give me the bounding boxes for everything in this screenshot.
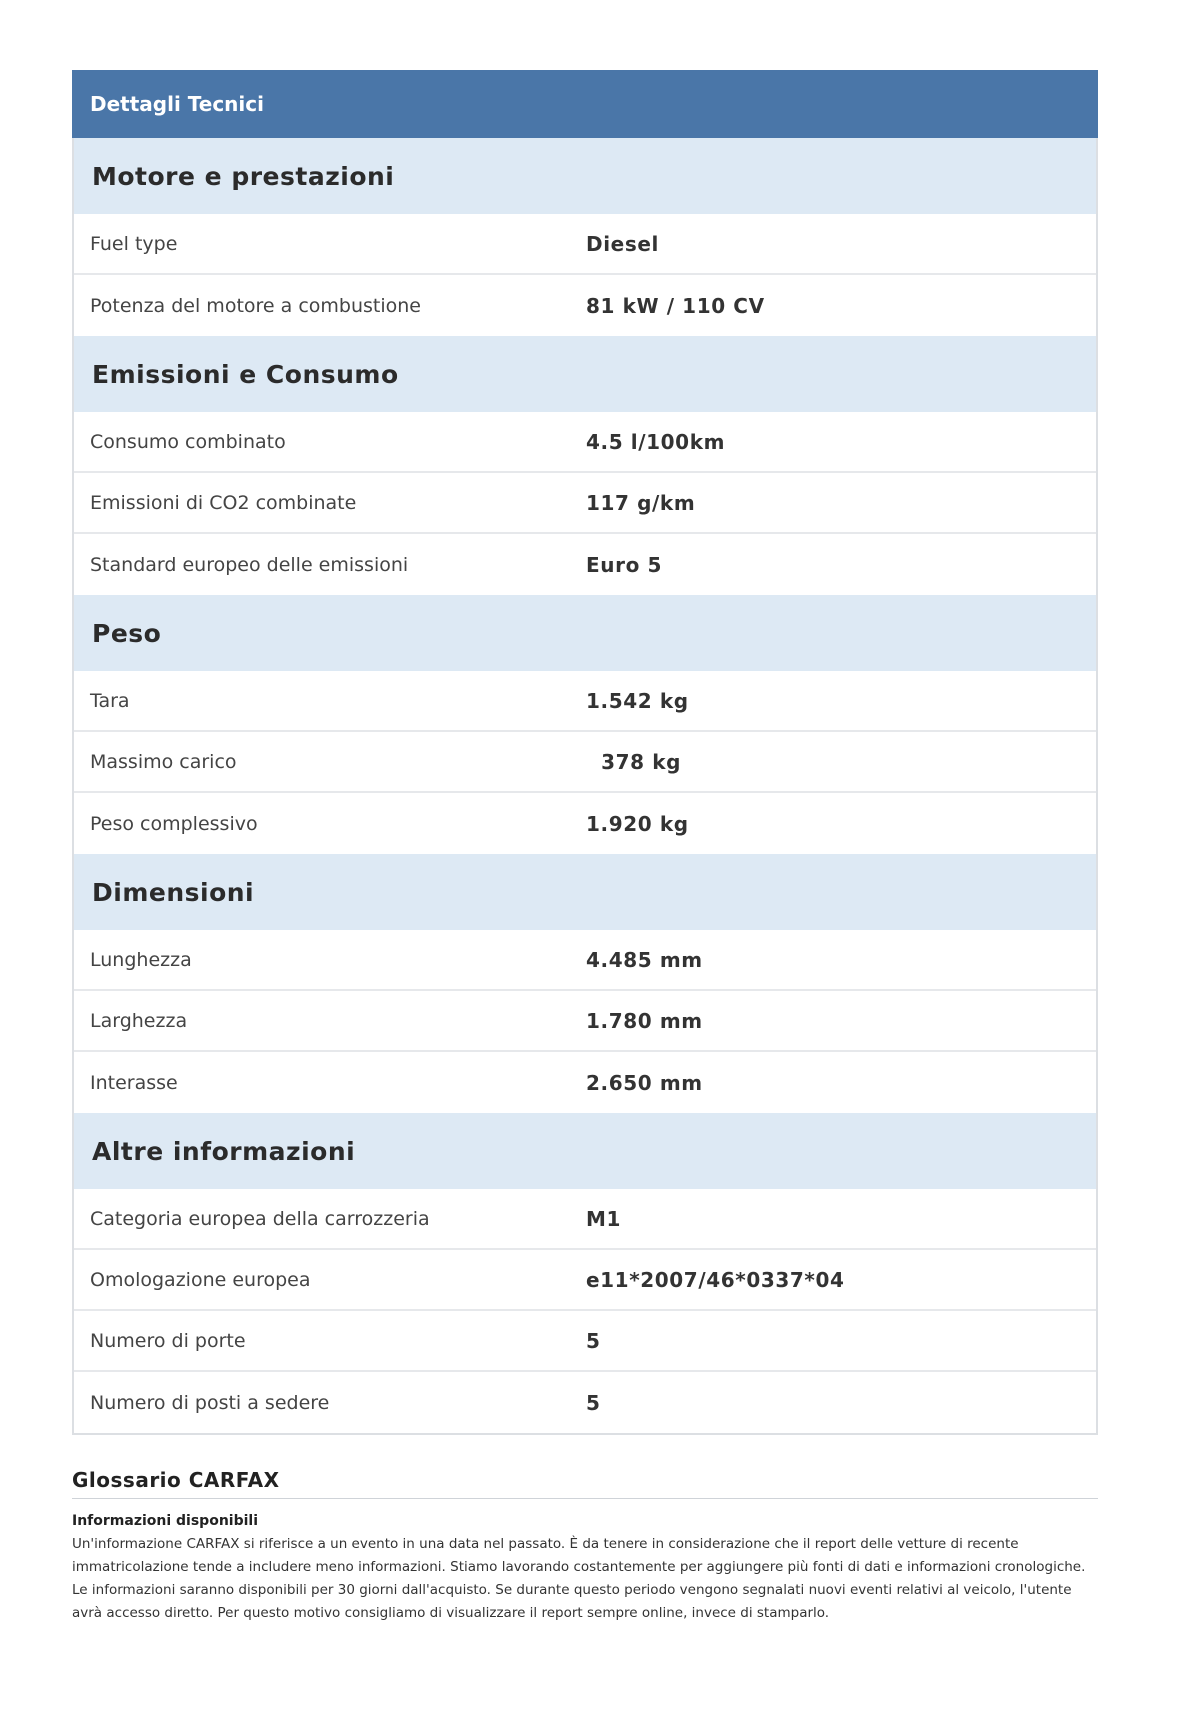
- spec-row: [74, 412, 1096, 473]
- spec-label: Fuel type: [90, 232, 178, 255]
- spec-row: [74, 473, 1096, 534]
- spec-row: [74, 1250, 1096, 1311]
- section-title: Motore e prestazioni: [74, 138, 1096, 214]
- spec-label: Larghezza: [90, 1009, 188, 1032]
- spec-value: 5: [586, 1328, 601, 1353]
- spec-value: 117 g/km: [586, 490, 696, 515]
- spec-label: Standard europeo delle emissioni: [90, 553, 409, 576]
- spec-value: 1.780 mm: [586, 1008, 703, 1033]
- spec-label: Categoria europea della carrozzeria: [90, 1207, 430, 1230]
- glossary-subtitle: Informazioni disponibili: [72, 1513, 259, 1529]
- section-dimensions: [74, 854, 1096, 1113]
- spec-row: [74, 1189, 1096, 1250]
- spec-row: [74, 1311, 1096, 1372]
- spec-row: [74, 214, 1096, 275]
- spec-row: [74, 671, 1096, 732]
- spec-label: Emissioni di CO2 combinate: [90, 491, 357, 514]
- spec-value: e11*2007/46*0337*04: [586, 1267, 845, 1292]
- glossary-text: Un'informazione CARFAX si riferisce a un evento in una data nel passato. È da tenere in considerazione che il report delle vetture di recente immatricolazione tende a includere meno informazioni. Stiamo lavorando costantemente per aggiungere più fonti di dati e informazioni cronologiche. Le informazioni saranno disponibili per 30 giorni dall'acquisto. Se durante questo periodo vengono segnalati nuovi eventi relativi al veicolo, l'utente avrà accesso diretto. Per questo motivo consigliamo di visualizzare il report sempre online, invece di stamparlo.: [72, 1536, 1086, 1621]
- spec-value: 4.485 mm: [586, 947, 703, 972]
- spec-value: M1: [586, 1206, 622, 1231]
- spec-label: Massimo carico: [90, 750, 237, 773]
- spec-value: Diesel: [586, 231, 659, 256]
- spec-value: 5: [586, 1390, 601, 1415]
- spec-label: Numero di posti a sedere: [90, 1391, 330, 1414]
- spec-label: Interasse: [90, 1071, 178, 1094]
- spec-label: Tara: [90, 689, 130, 712]
- section-other-info: [74, 1113, 1096, 1433]
- section-weight: [74, 595, 1096, 854]
- spec-label: Omologazione europea: [90, 1268, 311, 1291]
- section-title: Dimensioni: [74, 854, 1096, 930]
- spec-label: Lunghezza: [90, 948, 192, 971]
- section-emissions: [74, 336, 1096, 595]
- spec-row: [74, 793, 1096, 854]
- spec-row: [74, 1052, 1096, 1113]
- spec-value: 4.5 l/100km: [586, 429, 726, 454]
- glossary: [72, 1468, 1098, 1625]
- spec-value: Euro 5: [586, 552, 662, 577]
- spec-label: Peso complessivo: [90, 812, 258, 835]
- section-title: Emissioni e Consumo: [74, 336, 1096, 412]
- spec-value: 2.650 mm: [586, 1070, 703, 1095]
- spec-label: Consumo combinato: [90, 430, 286, 453]
- glossary-title: Glossario CARFAX: [72, 1468, 1098, 1499]
- spec-value: 378 kg: [586, 749, 682, 774]
- spec-row: [74, 732, 1096, 793]
- spec-row: [74, 534, 1096, 595]
- section-engine: [74, 138, 1096, 336]
- spec-value: 1.542 kg: [586, 688, 689, 713]
- spec-label: Potenza del motore a combustione: [90, 294, 421, 317]
- technical-details-panel: [72, 70, 1098, 1435]
- section-title: Altre informazioni: [74, 1113, 1096, 1189]
- section-title: Peso: [74, 595, 1096, 671]
- spec-row: [74, 275, 1096, 336]
- panel-title: Dettagli Tecnici: [72, 70, 1098, 138]
- spec-row: [74, 991, 1096, 1052]
- spec-row: [74, 1372, 1096, 1433]
- spec-value: 81 kW / 110 CV: [586, 293, 765, 318]
- spec-value: 1.920 kg: [586, 811, 689, 836]
- spec-label: Numero di porte: [90, 1329, 246, 1352]
- spec-row: [74, 930, 1096, 991]
